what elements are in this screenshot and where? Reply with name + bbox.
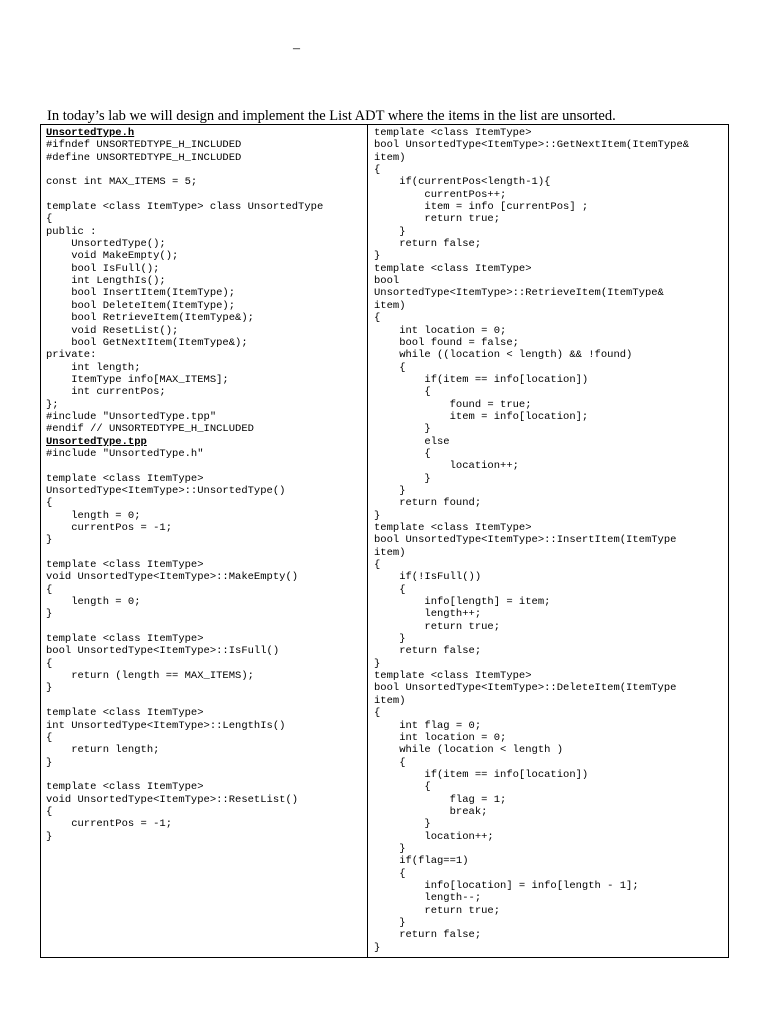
header-file-title: UnsortedType.h xyxy=(46,127,135,139)
right-column-code: template <class ItemType> bool UnsortedType<ItemType>::GetNextItem(ItemType& item) { if(currentPos<length-1){ currentPos++; item = info [currentPos] ; return true; } return false; } template <class ItemType> bool UnsortedType<ItemType>::RetrieveItem(ItemType& item) { int location = 0; bool found = false; while ((location < length) && !found) { if(item == info[location]) { found = true; item = info[location]; } else { location++; } } return found; } template <class ItemType> bool UnsortedType<ItemType>::InsertItem(ItemType item) { if(!IsFull()) { info[length] = item; length++; return true; } return false; } template <class ItemType> bool UnsortedType<ItemType>::DeleteItem(ItemType item) { int flag = 0; int location = 0; while (location < length ) { if(item == info[location]) { flag = 1; break; } location++; } if(flag==1) { info[location] = info[length - 1]; length--; return true; } return false; } xyxy=(374,127,690,954)
impl-file-code: #include "UnsortedType.h" template <class ItemType> UnsortedType<ItemType>::UnsortedType() { length = 0; currentPos = -1; } template <class ItemType> void UnsortedType<ItemType>::MakeEmpty() { length = 0; } template <class ItemType> bool UnsortedType<ItemType>::IsFull() { return (length == MAX_ITEMS); } template <class ItemType> int UnsortedType<ItemType>::LengthIs() { return length; } template <class ItemType> void UnsortedType<ItemType>::ResetList() { currentPos = -1; } xyxy=(46,447,299,843)
header-file-code: #ifndef UNSORTEDTYPE_H_INCLUDED #define UNSORTEDTYPE_H_INCLUDED const int MAX_ITEMS = 5; template <class ItemType> class UnsortedType { public : UnsortedType(); void MakeEmpty(); bool IsFull(); int LengthIs(); bool InsertItem(ItemType); bool DeleteItem(ItemType); bool RetrieveItem(ItemType&); void ResetList(); bool GetNextItem(ItemType&); private: int length; ItemType info[MAX_ITEMS]; int currentPos; }; #include "UnsortedType.tpp" #endif // UNSORTEDTYPE_H_INCLUDED xyxy=(46,139,324,436)
code-table xyxy=(40,124,729,958)
intro-text: In today’s lab we will design and implement the List ADT where the items in the list are unsorted. xyxy=(47,108,616,124)
impl-file-title: UnsortedType.tpp xyxy=(46,435,147,448)
header-dash: – xyxy=(293,41,300,56)
column-divider xyxy=(367,125,368,957)
left-column xyxy=(46,127,323,843)
